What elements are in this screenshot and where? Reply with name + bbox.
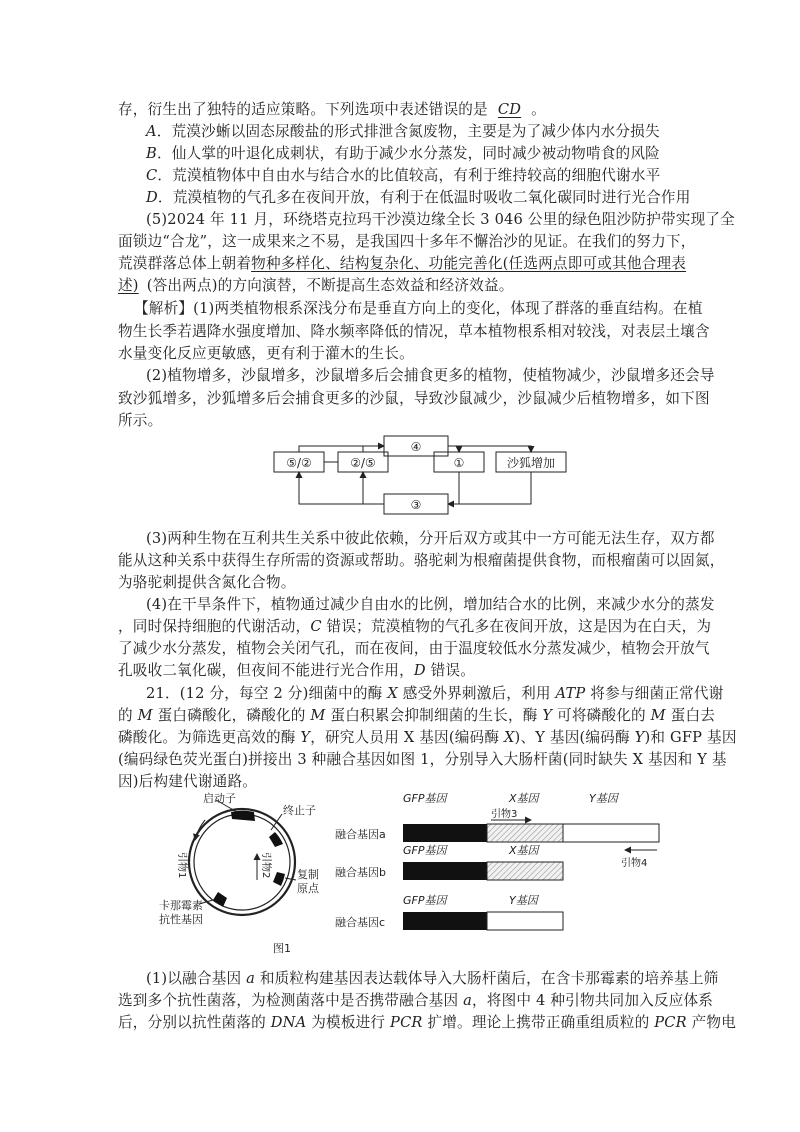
q21-var: Y	[542, 707, 553, 724]
plasmid-diagram	[189, 800, 296, 915]
figure-1	[155, 792, 675, 960]
analysis-p1-l2: 物生长季若遇降水强度增加、降水频率降低的情况，草本植物根系相对较浅，对表层土壤含	[118, 323, 710, 340]
q21-l4: (编码绿色荧光蛋白)拼接出 3 种融合基因如图 1，分别导入大肠杆菌(同时缺失 X 基因和 Y 基	[118, 751, 727, 768]
q21-1-l1	[146, 967, 746, 991]
fusion-gene-c	[403, 912, 563, 930]
q21-l2	[118, 704, 718, 728]
q5-text-end: (答出两点)的方向演替，不断提高生态效益和经济效益。	[146, 277, 514, 294]
label-primer3: 引物3	[491, 809, 518, 820]
intro-text: 存，衍生出了独特的适应策略。下列选项中表述错误的是	[118, 101, 488, 118]
label-kan-2: 抗性基因	[159, 913, 203, 926]
q21-1-text: (1)以融合基因	[146, 970, 247, 987]
q21-var: M	[310, 707, 326, 724]
analysis-p4-l1: (4)在干旱条件下，植物通过减少自由水的比例，增加结合水的比例，来减少水分的蒸发	[146, 596, 715, 613]
flow-label-top: ④	[410, 440, 422, 454]
option-letter: D	[146, 189, 158, 206]
hdr-gfp: GFP基因	[403, 792, 447, 805]
option-letter: A	[146, 123, 157, 140]
hdr-gfp-b: GFP基因	[403, 844, 447, 857]
intro-end: 。	[531, 101, 546, 118]
analysis-p2-l1: (2)植物增多，沙鼠增多，沙鼠增多后会捕食更多的植物，使植物减少，沙鼠增多还会导	[146, 367, 715, 384]
q21-text: 感受外界刺激后，利用	[397, 685, 556, 702]
q5-line2: 面锁边“合龙”，这一成果来之不易，是我国四十多年不懈治沙的见证。在我们的努力下，	[118, 233, 696, 250]
q21-1-text: 后，分别以抗性菌落的	[118, 1014, 271, 1031]
q21-1-var: PCR	[654, 1014, 687, 1031]
origin-block	[273, 872, 285, 886]
option-text: ．荒漠植物体中自由水与结合水的比值较高，有利于维持较高的细胞代谢水平	[157, 167, 661, 184]
q21-l5: 因)后构建代谢通路。	[118, 773, 258, 790]
option-b	[146, 142, 746, 166]
analysis-p3-l1: (3)两种生物在互利共生关系中彼此依赖，分开后双方或其中一方可能无法生存，双方都	[146, 530, 715, 547]
q21-var: M	[650, 707, 666, 724]
label-primer2: 引物2	[260, 852, 271, 879]
label-promoter: 启动子	[203, 792, 236, 805]
label-primer4: 引物4	[621, 858, 648, 869]
q21-var: ATP	[555, 685, 586, 702]
flow-label-left: ⑤/②	[286, 456, 312, 470]
fusion-gene-b	[403, 862, 563, 880]
option-text: ．仙人掌的叶退化成刺状，有助于减少水分蒸发，同时减少被动物啃食的风险	[156, 145, 660, 162]
label-gene-c: 融合基因c	[335, 916, 386, 929]
analysis-p4-l3: 了减少水分蒸发，植物会关闭气孔，而在夜间，由于温度较低水分蒸发减少，植物会开放气	[118, 640, 710, 657]
answer-blank	[488, 101, 531, 118]
option-text: ．荒漠沙蜥以固态尿酸盐的形式排泄含氮废物，主要是为了减少体内水分损失	[156, 123, 660, 140]
flow-label-bottom: ③	[410, 498, 422, 512]
q21-1-l3	[118, 1011, 737, 1035]
q21-var: Y	[634, 729, 645, 746]
analysis-p1-l3: 水量变化反应更敏感，更有利于灌木的生长。	[118, 345, 414, 362]
fusion-gene-a	[403, 824, 659, 842]
flow-label-mid: ②/⑤	[350, 456, 376, 470]
q21-text: 将参与细菌正常代谢	[585, 685, 724, 702]
analysis-p3-l2: 能从这种关系中获得生存所需的资源或帮助。骆驼刺为根瘤菌提供食物，而根瘤菌可以固氮，	[118, 552, 725, 569]
q5-line1: (5)2024 年 11 月，环绕塔克拉玛干沙漠边缘全长 3 046 公里的绿色阻沙防护带实现了全	[146, 211, 735, 228]
p4-letter-c: C	[310, 618, 322, 635]
answer-value: CD	[497, 101, 522, 118]
option-c	[146, 164, 746, 188]
q21-text: 蛋白去	[665, 707, 716, 724]
option-a	[146, 120, 746, 144]
hdr-y: Y基因	[589, 792, 618, 805]
q5-answer: 物种多样化、结构复杂化、功能完善化(任选两点即可或其他合理表	[251, 255, 687, 272]
q21-1-var: PCR	[390, 1014, 423, 1031]
blank-gap	[139, 277, 147, 294]
hdr-x: X基因	[509, 792, 539, 805]
q21-1-text: 为模板进行	[306, 1014, 391, 1031]
p4-letter-d: D	[413, 662, 426, 679]
q21-1-text: 选到多个抗性菌落，为检测菌落中是否携带融合基因	[118, 992, 464, 1009]
q21-1-text: 产物电	[686, 1014, 737, 1031]
q21-text: 的	[118, 707, 138, 724]
p4-text: 孔吸收二氧化碳，但夜间不能进行光合作用，	[118, 662, 414, 679]
hdr-x-b: X基因	[509, 844, 539, 857]
q21-var: Y	[300, 729, 311, 746]
p4-text: ，同时保持细胞的代谢活动，	[118, 618, 311, 635]
q21-var: M	[137, 707, 153, 724]
q21-1-text: 和质粒构建基因表达载体导入大肠杆菌后，在含卡那霉素的培养基上筛	[255, 970, 719, 987]
q21-1-var: a	[246, 970, 255, 987]
hdr-y-c: Y基因	[509, 894, 538, 907]
q21-var: X	[503, 729, 515, 746]
p4-text: 错误。	[425, 662, 476, 679]
q21-1-text: 扩增。理论上携带正确重组质粒的	[422, 1014, 655, 1031]
q5-answer-end: 述)	[118, 277, 139, 294]
label-origin-2: 原点	[297, 882, 319, 895]
q21-text: 蛋白磷酸化，磷酸化的	[152, 707, 311, 724]
q21-text: 磷酸化。为筛选更高效的酶	[118, 729, 301, 746]
q21-text: 蛋白积累会抑制细菌的生长，酶	[325, 707, 543, 724]
label-gene-a: 融合基因a	[335, 828, 386, 841]
q21-l3	[118, 726, 737, 750]
q21-text: ，研究人员用 X 基因(编码酶	[310, 729, 504, 746]
promoter-block	[231, 811, 255, 821]
analysis-p2-l3: 所示。	[118, 412, 163, 429]
label-kan-1: 卡那霉素	[159, 899, 203, 912]
figure-caption: 图1	[273, 942, 291, 955]
p4-text: 错误；荒漠植物的气孔多在夜间开放，这是因为在白天，为	[321, 618, 712, 635]
option-letter: B	[146, 145, 157, 162]
hdr-gfp-c: GFP基因	[403, 894, 447, 907]
population-flow-diagram	[270, 432, 570, 528]
label-gene-b: 融合基因b	[335, 866, 386, 879]
analysis-p4-l4	[118, 659, 718, 683]
q21-text: )和 GFP 基因	[644, 729, 737, 746]
analysis-p3-l3: 为骆驼刺提供含氮化合物。	[118, 574, 296, 591]
q21-1-var: DNA	[270, 1014, 307, 1031]
q21-text: 21．(12 分，每空 2 分)细菌中的酶	[146, 685, 388, 702]
flow-label-right: 沙狐增加	[506, 456, 556, 470]
q5-line3	[118, 252, 718, 276]
option-text: ．荒漠植物的气孔多在夜间开放，有利于在低温时吸收二氧化碳同时进行光合作用	[157, 189, 691, 206]
q5-line4	[118, 274, 718, 298]
q21-var: X	[387, 685, 398, 702]
q21-1-var: a	[463, 992, 473, 1009]
q21-1-l2	[118, 989, 718, 1013]
option-letter: C	[146, 167, 158, 184]
label-origin-1: 复制	[297, 868, 319, 881]
analysis-p2-l2: 致沙狐增多，沙狐增多后会捕食更多的沙鼠，导致沙鼠减少，沙鼠减少后植物增多，如下图	[118, 390, 710, 407]
q21-text: 可将磷酸化的	[552, 707, 651, 724]
q21-l1	[146, 682, 746, 706]
option-d	[146, 186, 746, 210]
label-terminator: 终止子	[283, 804, 316, 817]
analysis-p1-l1: 【解析】(1)两类植物根系深浅分布是垂直方向上的变化，体现了群落的垂直结构。在植	[134, 300, 703, 317]
q5-text: 荒漠群落总体上朝着	[118, 255, 252, 272]
label-primer1: 引物1	[176, 852, 187, 879]
q21-1-text: ，将图中 4 种引物共同加入反应体系	[472, 992, 714, 1009]
question-intro-tail	[118, 98, 718, 122]
q21-text: )、Y 基因(编码酶	[514, 729, 635, 746]
analysis-p4-l2	[118, 615, 718, 639]
flow-label-right-mid: ①	[453, 456, 465, 470]
